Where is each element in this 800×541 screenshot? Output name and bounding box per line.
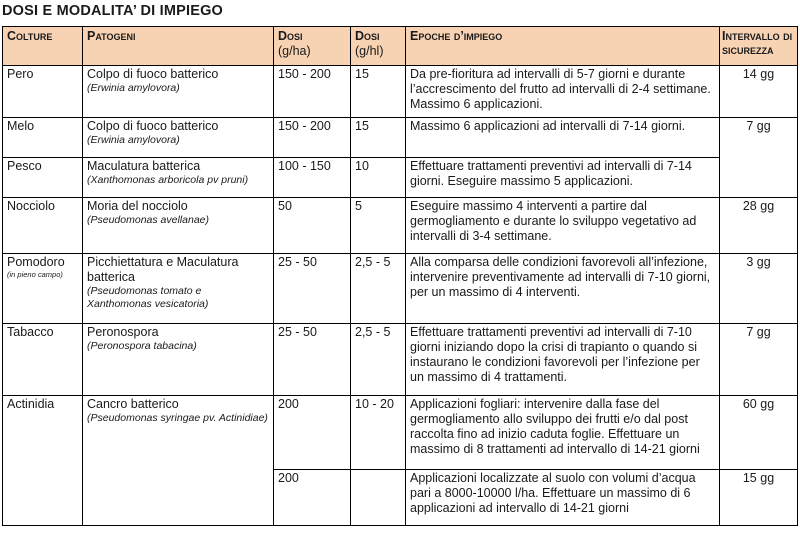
dose-hl-cell: 2,5 - 5: [351, 254, 406, 324]
epoche-cell: Massimo 6 applicazioni ad intervalli di 7-14 giorni.: [406, 118, 720, 158]
table-row: [3, 66, 798, 118]
epoche-cell: Effettuare trattamenti preventivi ad intervalli di 7-14 giorni. Eseguire massimo 5 applicazioni.: [406, 158, 720, 198]
table-row: [3, 158, 798, 198]
patogeno-cell: Colpo di fuoco batterico (Erwinia amylovora): [83, 66, 274, 118]
epoche-cell: Da pre-fioritura ad intervalli di 5-7 giorni e durante l’accrescimento del frutto ad intervalli di 2-4 settimane. Massimo 6 applicazioni.: [406, 66, 720, 118]
dose-hl-cell: 2,5 - 5: [351, 324, 406, 396]
dose-ha-cell: 50: [274, 198, 351, 254]
dose-hl-cell: 5: [351, 198, 406, 254]
intervallo-cell: 60 gg: [720, 396, 798, 470]
coltura-cell: Nocciolo: [3, 198, 83, 254]
table-row: [3, 118, 798, 158]
dose-ha-cell: 150 - 200: [274, 118, 351, 158]
dose-ha-cell: 150 - 200: [274, 66, 351, 118]
dose-hl-cell: [351, 470, 406, 526]
coltura-cell: Pesco: [3, 158, 83, 198]
header-epoche: Epoche d’impiego: [406, 27, 720, 66]
coltura-cell: Tabacco: [3, 324, 83, 396]
dose-ha-cell: 200: [274, 396, 351, 470]
epoche-cell: Alla comparsa delle condizioni favorevoli all’infezione, intervenire preventivamente ad intervalli di 7-10 giorni, per un massimo di 4 interventi.: [406, 254, 720, 324]
intervallo-cell: 15 gg: [720, 470, 798, 526]
intervallo-cell: 28 gg: [720, 198, 798, 254]
coltura-cell: Pero: [3, 66, 83, 118]
header-dosi-ha: Dosi (g/ha): [274, 27, 351, 66]
dose-ha-cell: 100 - 150: [274, 158, 351, 198]
dose-ha-cell: 200: [274, 470, 351, 526]
intervallo-cell: 7 gg: [720, 324, 798, 396]
epoche-cell: Eseguire massimo 4 interventi a partire dal germogliamento e durante lo sviluppo vegetativo ad intervalli di 3-4 settimane.: [406, 198, 720, 254]
patogeno-cell: Moria del nocciolo (Pseudomonas avellanae): [83, 198, 274, 254]
patogeno-cell: Picchiettatura e Maculatura batterica (Pseudomonas tomato e Xanthomonas vesicatoria): [83, 254, 274, 324]
page-title: DOSI E MODALITA’ DI IMPIEGO: [2, 3, 224, 19]
table-header-row: [3, 27, 798, 66]
epoche-cell: Applicazioni localizzate al suolo con volumi d’acqua pari a 8000-10000 l/ha. Effettuare un massimo di 6 applicazioni ad intervallo di 14-21 giorni: [406, 470, 720, 526]
patogeno-cell: Cancro batterico (Pseudomonas syringae pv. Actinidiae): [83, 396, 274, 526]
intervallo-cell: 3 gg: [720, 254, 798, 324]
dose-hl-cell: 10: [351, 158, 406, 198]
patogeno-cell: Maculatura batterica (Xanthomonas arboricola pv pruni): [83, 158, 274, 198]
dose-hl-cell: 10 - 20: [351, 396, 406, 470]
table-row: [3, 198, 798, 254]
coltura-cell: Melo: [3, 118, 83, 158]
header-colture: Colture: [3, 27, 83, 66]
table-row: [3, 324, 798, 396]
header-dosi-hl: Dosi (g/hl): [351, 27, 406, 66]
dose-hl-cell: 15: [351, 66, 406, 118]
epoche-cell: Effettuare trattamenti preventivi ad intervalli di 7-10 giorni iniziando dopo la crisi di trapianto o quando si instaurano le condizioni favorevoli per l’infezione per un massimo di 4 trattamenti.: [406, 324, 720, 396]
dose-hl-cell: 15: [351, 118, 406, 158]
header-patogeni: Patogeni: [83, 27, 274, 66]
header-intervallo: Intervallo di sicurezza: [720, 27, 798, 66]
patogeno-cell: Colpo di fuoco batterico (Erwinia amylovora): [83, 118, 274, 158]
dosage-table: [2, 26, 798, 526]
coltura-cell: Pomodoro (in pieno campo): [3, 254, 83, 324]
intervallo-cell: 14 gg: [720, 66, 798, 118]
dose-ha-cell: 25 - 50: [274, 324, 351, 396]
table-row: [3, 254, 798, 324]
intervallo-cell: 7 gg: [720, 118, 798, 198]
coltura-cell: Actinidia: [3, 396, 83, 526]
dose-ha-cell: 25 - 50: [274, 254, 351, 324]
epoche-cell: Applicazioni fogliari: intervenire dalla fase del germogliamento allo sviluppo dei frutti e/o dal post raccolta fino ad inizio caduta foglie. Effettuare un massimo di 8 trattamenti ad intervallo di 14-21 giorni: [406, 396, 720, 470]
table-row: [3, 396, 798, 470]
patogeno-cell: Peronospora (Peronospora tabacina): [83, 324, 274, 396]
